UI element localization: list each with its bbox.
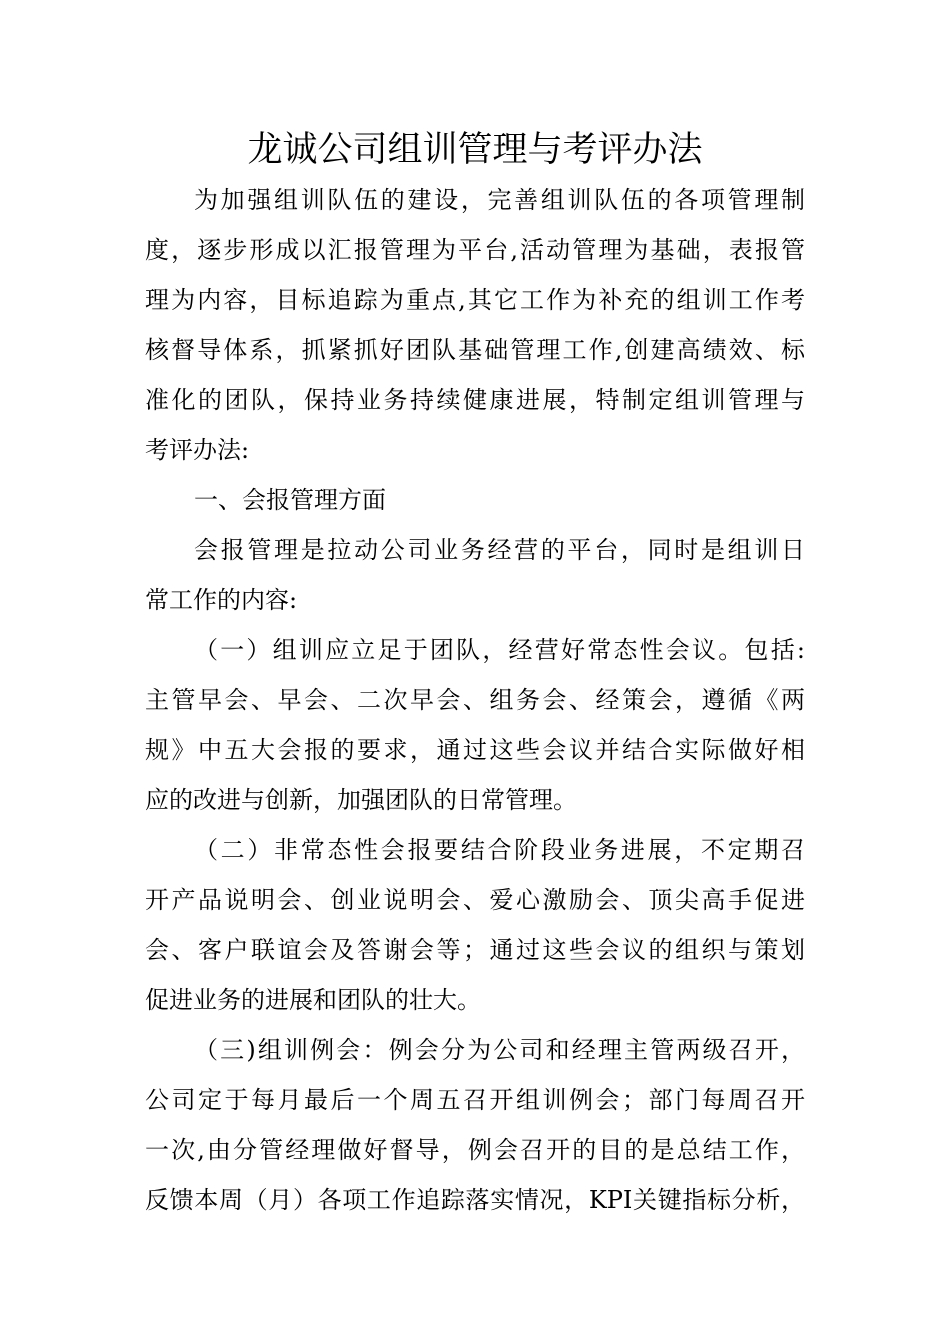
paragraph-line: （三)组训例会：例会分为公司和经理主管两级召开， xyxy=(194,1036,805,1064)
paragraph-line: （一）组训应立足于团队，经营好常态性会议。包括: xyxy=(194,636,805,664)
paragraph-line: 主管早会、早会、二次早会、组务会、经策会，遵循《两 xyxy=(145,686,805,714)
document-title: 龙诚公司组训管理与考评办法 xyxy=(247,130,703,170)
paragraph-line: 考评办法: xyxy=(145,436,250,464)
paragraph-line: 常工作的内容: xyxy=(145,586,298,614)
paragraph-line: 一次,由分管经理做好督导，例会召开的目的是总结工作， xyxy=(145,1136,805,1164)
paragraph-line: 核督导体系，抓紧抓好团队基础管理工作,创建高绩效、标 xyxy=(145,336,805,364)
paragraph-line: 度，逐步形成以汇报管理为平台,活动管理为基础，表报管 xyxy=(145,236,805,264)
paragraph-line: 理为内容，目标追踪为重点,其它工作为补充的组训工作考 xyxy=(145,286,805,314)
paragraph-line: 公司定于每月最后一个周五召开组训例会；部门每周召开 xyxy=(145,1086,805,1114)
section-heading: 一、会报管理方面 xyxy=(194,486,386,514)
paragraph-line: 应的改进与创新，加强团队的日常管理。 xyxy=(145,786,577,814)
paragraph-line: 促进业务的进展和团队的壮大。 xyxy=(145,986,481,1014)
paragraph-line: 会报管理是拉动公司业务经营的平台，同时是组训日 xyxy=(194,536,805,564)
paragraph-line: （二）非常态性会报要结合阶段业务进展，不定期召 xyxy=(194,836,805,864)
paragraph-line: 反馈本周（月）各项工作追踪落实情况，KPI关键指标分析， xyxy=(145,1186,805,1214)
paragraph-line: 会、客户联谊会及答谢会等；通过这些会议的组织与策划 xyxy=(145,936,805,964)
paragraph-line: 准化的团队，保持业务持续健康进展，特制定组训管理与 xyxy=(145,386,805,414)
paragraph-line: 开产品说明会、创业说明会、爱心激励会、顶尖高手促进 xyxy=(145,886,805,914)
paragraph-line: 规》中五大会报的要求，通过这些会议并结合实际做好相 xyxy=(145,736,805,764)
paragraph-line: 为加强组训队伍的建设，完善组训队伍的各项管理制 xyxy=(194,186,805,214)
